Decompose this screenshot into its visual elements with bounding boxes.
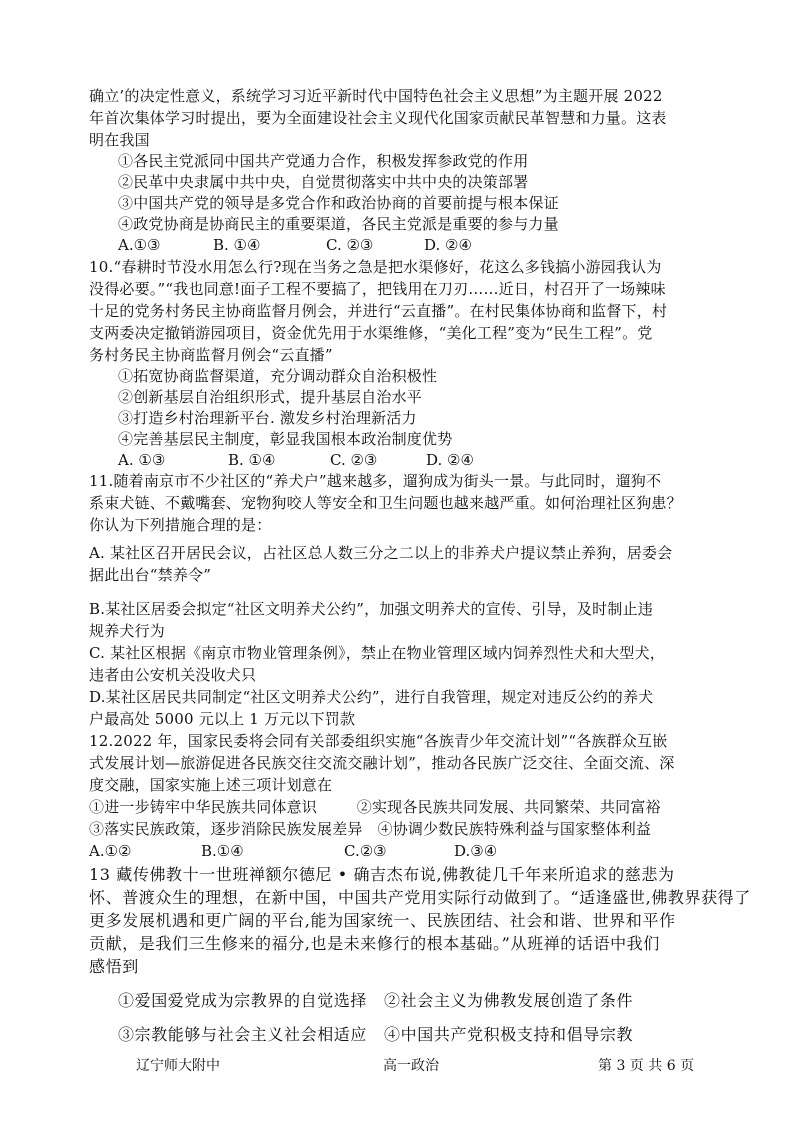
question-10-item: ③打造乡村治理新平台. 激发乡村治理新活力 xyxy=(118,409,417,427)
question-12-stem-line: 式发展计划—旅游促进各民族交往交流交融计划”，推动各民族广泛交往、全面交流、深 xyxy=(89,754,675,772)
question-9-item: ④政党协商是协商民主的重要渠道，各民主党派是重要的参与力量 xyxy=(118,215,559,233)
question-11-option-d: D.某社区居民共同制定“社区文明养犬公约”，进行自我管理，规定对违反公约的养犬 xyxy=(89,688,654,706)
question-10-option-a: A. ①③ xyxy=(118,451,166,469)
question-13-item-row: ①爱国爱党成为宗教界的自觉选择 ②社会主义为佛教发展创造了条件 xyxy=(118,991,634,1010)
question-9-option-a: A.①③ xyxy=(118,236,161,254)
footer-school: 辽宁师大附中 xyxy=(136,1058,220,1074)
question-10-item: ①拓宽协商监督渠道，充分调动群众自治积极性 xyxy=(118,367,438,385)
question-12-stem-line: 12.2022 年，国家民委将会同有关部委组织实施“各族青少年交流计划”“各族群众互嵌 xyxy=(89,732,668,750)
question-11-option-c: C. 某社区根据《南京市物业管理条例》，禁止在物业管理区域内饲养烈性犬和大型犬， xyxy=(89,644,665,662)
question-11-option-d-cont: 户最高处 5000 元以上 1 万元以下罚款 xyxy=(89,710,356,728)
question-9-option-d: D. ②④ xyxy=(424,236,472,254)
question-9-option-c: C. ②③ xyxy=(326,236,374,254)
question-11-option-a: A. 某社区召开居民会议，占社区总人数三分之二以上的非养犬户提议禁止养狗，居委会 xyxy=(89,544,673,562)
question-12-option-a: A.①② xyxy=(89,842,132,860)
footer-subject: 高一政治 xyxy=(383,1058,439,1074)
question-11-option-b: B.某社区居委会拟定“社区文明养犬公约”，加强文明养犬的宣传、引导，及时制止违 xyxy=(89,600,653,618)
question-9-stem-line: 年首次集体学习时提出，要为全面建设社会主义现代化国家贡献民革智慧和力量。这表 xyxy=(89,109,667,127)
question-13-stem-line: 怀、普渡众生的理想，在新中国，中国共产党用实际行动做到了。“适逢盛世,佛教界获得了 xyxy=(89,888,751,907)
question-9-stem-line: 明在我国 xyxy=(89,131,150,149)
question-11-option-a-cont: 据此出台“禁养令” xyxy=(89,566,212,584)
question-10-stem-line: 支两委决定撤销游园项目，资金优先用于水渠维修，“美化工程”变为“民生工程”。党 xyxy=(89,324,653,342)
question-10-stem-line: 没得必要。”“我也同意!面子工程不要搞了，把钱用在刀刃……近日，村召开了一场辣味 xyxy=(89,280,666,298)
question-9-option-b: B. ①④ xyxy=(213,236,261,254)
question-12-option-c: C.②③ xyxy=(344,842,387,860)
question-11-stem-line: 11.随着南京市不少社区的“养犬户”越来越多，遛狗成为街头一景。与此同时，遛狗不 xyxy=(89,472,662,490)
question-9-item: ①各民主党派同中国共产党通力合作，积极发挥参政党的作用 xyxy=(118,152,529,170)
question-11-stem-line: 你认为下列措施合理的是： xyxy=(89,516,272,534)
question-10-item: ④完善基层民主制度，彰显我国根本政治制度优势 xyxy=(118,430,453,448)
question-13-stem-line: 贡献，是我们三生修来的福分,也是未来修行的根本基础。”从班禅的话语中我们 xyxy=(89,934,660,953)
question-10-option-c: C. ②③ xyxy=(330,451,378,469)
footer-page-number: 第 3 页 共 6 页 xyxy=(598,1058,695,1074)
question-9-item: ②民革中央隶属中共中央，自觉贯彻落实中共中央的决策部署 xyxy=(118,173,529,191)
question-11-stem-line: 系束犬链、不戴嘴套、宠物狗咬人等安全和卫生问题也越来越严重。如何治理社区狗患？ xyxy=(89,494,682,512)
question-9-stem-line: 确立’的决定性意义，系统学习习近平新时代中国特色社会主义思想”为主题开展 2022 xyxy=(89,87,663,105)
question-12-stem-line: 度交融，国家实施上述三项计划意在 xyxy=(89,776,333,794)
question-13-stem-line: 13 藏传佛教十一世班禅额尔德尼 • 确吉杰布说,佛教徒几千年来所追求的慈悲为 xyxy=(89,865,675,884)
question-10-stem-line: 10.“春耕时节没水用怎么行?现在当务之急是把水渠修好，花这么多钱搞小游园我认为 xyxy=(89,258,662,276)
question-13-item-row: ③宗教能够与社会主义社会相适应 ④中国共产党积极支持和倡导宗教 xyxy=(118,1025,634,1044)
question-12-item-row: ③落实民族政策，逐步消除民族发展差异 ④协调少数民族特殊利益与国家整体利益 xyxy=(89,820,652,838)
question-12-option-b: B.①④ xyxy=(201,842,244,860)
question-10-stem-line: 务村务民主协商监督月例会“云直播” xyxy=(89,346,333,364)
question-10-item: ②创新基层自治组织形式，提升基层自治水平 xyxy=(118,388,423,406)
question-11-option-c-cont: 违者由公安机关没收犬只 xyxy=(89,666,257,684)
question-10-option-b: B. ①④ xyxy=(228,451,276,469)
question-9-item: ③中国共产党的领导是多党合作和政治协商的首要前提与根本保证 xyxy=(118,194,559,212)
question-13-stem-line: 感悟到 xyxy=(89,957,139,976)
question-10-option-d: D. ②④ xyxy=(426,451,474,469)
question-11-option-b-cont: 规养犬行为 xyxy=(89,622,166,640)
question-13-stem-line: 更多发展机遇和更广阔的平台,能为国家统一、民族团结、社会和谐、世界和平作 xyxy=(89,911,676,930)
question-10-stem-line: 十足的党务村务民主协商监督月例会，并进行“云直播”。在村民集体协商和监督下，村 xyxy=(89,302,668,320)
question-12-item-row: ①进一步铸牢中华民族共同体意识 ②实现各民族共同发展、共同繁荣、共同富裕 xyxy=(89,798,661,816)
question-12-option-d: D.③④ xyxy=(454,842,498,860)
